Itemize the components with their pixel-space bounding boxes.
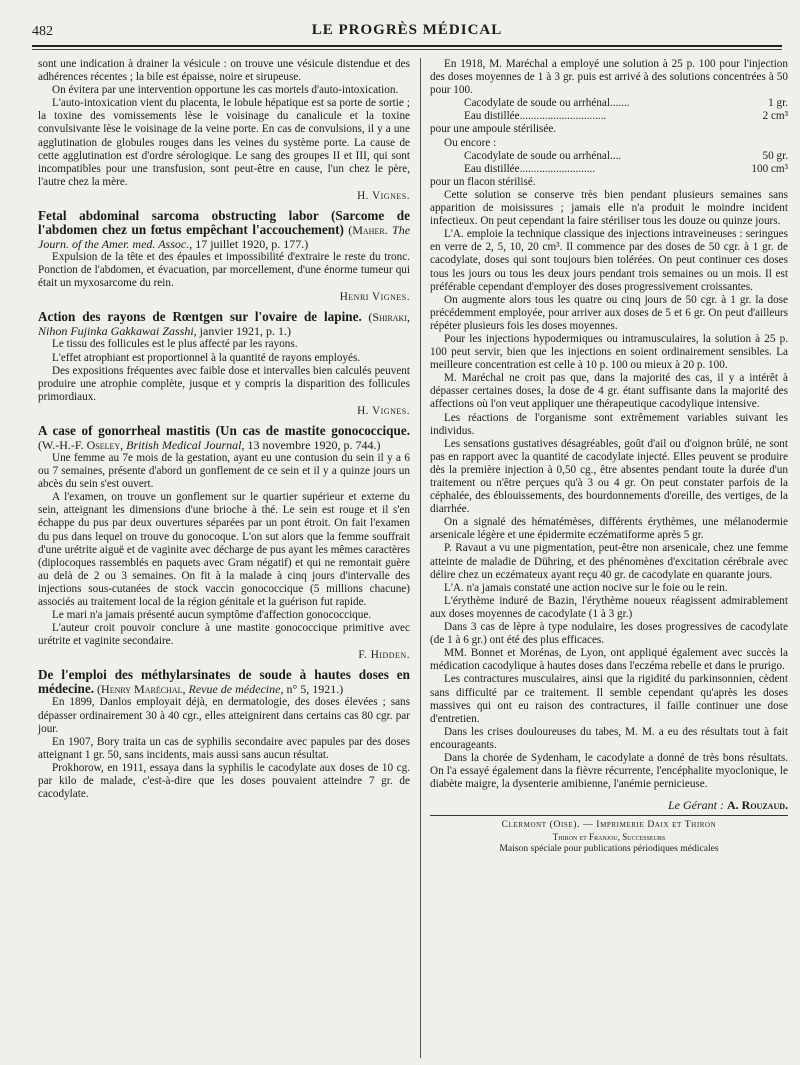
formula-label: Cacodylate de soude ou arrhénal.... [464, 149, 622, 162]
page-number: 482 [32, 24, 53, 39]
article-heading [38, 209, 410, 251]
signature: F. Hidden. [358, 649, 410, 662]
imprint-rule [430, 815, 788, 816]
formula-row [430, 163, 788, 176]
article-author: (W.-H.-F. Oseley, [38, 437, 124, 452]
paragraph: sont une indication à drainer la vésicule : on trouve une vésicule distendue et des adhérences récentes ; la bile est épaisse, noire et sirupeuse. [38, 58, 410, 84]
article-ref: , janvier 1921, p. 1.) [193, 324, 291, 339]
article-heading [38, 424, 410, 452]
signature: H. Vignes. [357, 404, 410, 417]
paragraph: Pour les injections hypodermiques ou intramusculaires, la solution à 25 p. 100 peut servir, bien que les injections en soient ordinairement sensibles. La meilleure concentration est celle à 10 p. 100 ou mieux à 20 p. 100. [430, 332, 788, 372]
page-header [32, 22, 782, 42]
article-source: Revue de médecine [188, 682, 281, 697]
paragraph: Dans 3 cas de lèpre à type nodulaire, les doses progressives de cacodylate (de 1 à 6 gr.) ont été des plus efficaces. [430, 621, 788, 647]
formula-label: Cacodylate de soude ou arrhénal....... [464, 97, 630, 110]
paragraph: M. Maréchal ne croit pas que, dans la majorité des cas, il y a intérêt à dépasser certaines doses, la dose de 4 gr. étant suffisante dans la majorité des affections où l'on veut appliquer une thérapeutique cacodylique intensive. [430, 372, 788, 411]
paragraph: L'auto-intoxication vient du placenta, le lobule hépatique est sa porte de sortie ; la toxine des vomissements lèse le voisinage du canalicule et la toxine convulsivante lèse le voisinage de la veine porte. En cas de convulsions, il y a une agglutination de globules rouges dans les veines du système porte. La cause de cette agglutination est d'ordre sérologique. Le sang des groupes II et III, qui sont incompatibles pour une transfusion, sont peut-être en cause, l'un chez le père, l'autre chez la mère. [38, 97, 410, 188]
imprint-line: Maison spéciale pour publications périodiques médicales [499, 843, 719, 855]
article-author: (Shiraki, [368, 310, 410, 325]
formula-value: 2 cm³ [762, 110, 788, 123]
signature: Henri Vignes. [339, 291, 410, 304]
paragraph: pour un flacon stérilisé. [430, 175, 536, 188]
article-source: Nihon Fujinka Gakkawai Zasshi [38, 324, 194, 339]
article-author: (Henry Maréchal, [97, 682, 186, 697]
article-title: Fetal abdominal sarcoma obstructing labor (Sarcome de l'abdomen chez un fœtus empêchant l'accouchement) [38, 208, 410, 238]
printer-imprint [430, 819, 788, 855]
imprint-line: Clermont (Oise). — Imprimerie Daix et Thiron [501, 819, 717, 831]
signature: H. Vignes. [357, 189, 410, 202]
paragraph: Le tissu des follicules est le plus affecté par les rayons. [52, 338, 298, 351]
paragraph: Dans les crises douloureuses du tabes, M. M. a eu des résultats tout à fait encourageants. [430, 725, 788, 751]
paragraph: A l'examen, on trouve un gonflement sur le quartier supérieur et externe du sein, atteignant les dimensions d'une brioche à thé. Le sein est rouge et il s'en échappe du pus par deux ouvertures séparées par un pont étroit. On fait l'examen du pus dans lequel on trouve du gonocoque. L'on sut alors que la femme souffrait d'une urétrite aiguë et de vaginite avec décharge de pus ayant les mêmes caractères (diplocoques rassemblés en paquets avec Gram négatif) et qui ne remontait guère au delà de 2 ou 3 semaines. On fit à la malade à cinq jours d'intervalle des injections sous-cutanées de stock vaccin gonococcique (5 millions chacune) associés au traitement local de la région génitale et la guérison fut rapide. [38, 491, 410, 608]
right-column [430, 58, 788, 855]
gerant-label: Le Gérant : [668, 798, 724, 813]
paragraph: On augmente alors tous les quatre ou cinq jours de 50 cgr. à 1 gr. la dose précédemment employée, pour arriver aux doses de 5 et 6 gr. On peut d'ailleurs répéter plusieurs fois les doses moyennes. [430, 293, 788, 332]
column-divider [420, 58, 421, 1058]
article-title: A case of gonorrheal mastitis (Un cas de mastite gonococcique. [38, 422, 410, 438]
paragraph: L'A. emploie la technique classique des injections intraveineuses : seringues en verre de 2, 5, 10, 20 cm³. Il commence par des doses de 50 cgr. à 1 gr. de cacodylate, doses qui sont toujours bien tolérées. On peut continuer ces doses tous les jours ou tous les deux jours pendant trois semaines ou un mois. Il est préférable cependant d'employer des doses progressivement croissantes. [430, 228, 788, 293]
formula-label: Eau distillée............................... [464, 110, 607, 123]
formula-row [430, 150, 788, 163]
paragraph: L'effet atrophiant est proportionnel à la quantité de rayons employés. [52, 351, 361, 364]
paragraph: Les contractures musculaires, ainsi que la rigidité du parkinsonnien, cèdent sans difficulté par ce traitement. Il semble cependant qu'après les doses massives qui ont eu raison des contractures, il faille continuer une dose d'entretien. [430, 673, 788, 725]
formula-row [430, 110, 788, 123]
article-title: Action des rayons de Rœntgen sur l'ovaire de lapine. [38, 309, 362, 325]
article-title: De l'emploi des méthylarsinates de soude à hautes doses en médecine. [38, 667, 410, 697]
article-heading [38, 310, 410, 338]
paragraph: Une femme au 7e mois de la gestation, ayant eu une contusion du sein il y a 6 ou 7 semaines, présente d'abord un gonflement de ce sein et il y a quinze jours un abcès du sein s'est ouvert. [38, 451, 410, 491]
paragraph: L'auteur croit pouvoir conclure à une mastite gonococcique primitive avec urétrite et vaginite secondaire. [38, 622, 410, 648]
article-ref: , 17 juillet 1920, p. 177.) [189, 237, 309, 252]
gerant-name: A. Rouzaud. [727, 798, 788, 813]
paragraph: L'érythème induré de Bazin, l'érythème noueux réagissent admirablement aux doses moyennes de cacodylate (1 à 3 gr.) [430, 594, 788, 620]
imprint-line: Thiron et Franjou, Successeurs [552, 832, 666, 843]
paragraph: pour une ampoule stérilisée. [430, 123, 557, 136]
paragraph: Dans la chorée de Sydenham, le cacodylate a donné de très bons résultats. On l'a essayé également dans la fièvre récurrente, l'encéphalite myoclonique, le diabète maigre, la dysenterie amibienne, l'anémie pernicieuse. [430, 751, 788, 791]
paragraph: MM. Bonnet et Morénas, de Lyon, ont appliqué également avec succès la médication cacodylique à hautes doses dans l'eczéma rebelle et dans le prurigo. [430, 647, 788, 673]
article-source: British Medical Journal [126, 437, 242, 452]
running-title: LE PROGRÈS MÉDICAL [311, 22, 503, 38]
paragraph: L'A. n'a jamais constaté une action nocive sur le foie ou le rein. [444, 581, 728, 594]
paragraph: On a signalé des hématémèses, différents érythèmes, une mélanodermie arsenicale légère et une épidermite eczématiforme après 5 gr. [430, 516, 788, 542]
article-ref: , 13 novembre 1920, p. 744.) [241, 437, 381, 452]
paragraph: En 1899, Danlos employait déjà, en dermatologie, des doses élevées ; sans dépasser ordinairement 30 à 40 cgr., elles atteignirent dans certains cas 80 cgr. par jour. [38, 696, 410, 735]
paragraph: Expulsion de la tête et des épaules et impossibilité d'extraire le reste du tronc. Ponction de l'abdomen, et évacuation, par morcellement, d'une énorme tumeur qui était un myxosarcome du rein. [38, 251, 410, 290]
formula-row [430, 97, 788, 110]
paragraph: P. Ravaut a vu une pigmentation, peut-être non arsenicale, chez une femme atteinte de maladie de Dühring, et des phénomènes d'excitation cérébrale avec délire chez un eczémateux ayant reçu 40 gr. de cacodylate en quarante jours. [430, 542, 788, 581]
formula-label: Eau distillée........................... [464, 162, 596, 175]
paragraph: Cette solution se conserve très bien pendant plusieurs semaines sans apparition de moisissures ; jamais elle n'a produit le moindre incident infectieux. On peut cependant la faire stériliser tous les douze ou quinze jours. [430, 188, 788, 228]
article-ref: , n° 5, 1921.) [280, 682, 344, 697]
paragraph: On évitera par une intervention opportune les cas mortels d'auto-intoxication. [52, 84, 399, 97]
article-author: (Maher. [348, 223, 388, 238]
paragraph: En 1918, M. Maréchal a employé une solution à 25 p. 100 pour l'injection des doses moyennes de 1 à 3 gr. puis est arrivé à des solutions concentrées à 50 pour 100. [430, 58, 788, 97]
header-rule-thin [32, 49, 782, 50]
paragraph: Ou encore : [444, 136, 497, 149]
paragraph: Le mari n'a jamais présenté aucun symptôme d'affection gonococcique. [52, 609, 372, 622]
paragraph: Des expositions fréquentes avec faible dose et intervalles bien calculés peuvent produire une atrophie complète, jusque et y compris la disparition des follicules primordiaux. [38, 364, 410, 403]
formula-value: 1 gr. [768, 97, 788, 110]
formula-value: 50 gr. [762, 149, 788, 162]
article-heading [38, 668, 410, 696]
left-column [38, 58, 410, 801]
publisher-signature [430, 799, 788, 812]
paragraph: Prokhorow, en 1911, essaya dans la syphilis le cacodylate aux doses de 10 cg. par kilo de malade, c'est-à-dire que les doses pouvaient atteindre 7 gr. de cacodylate. [38, 761, 410, 801]
paragraph: Les sensations gustatives désagréables, goût d'ail ou d'oignon brûlé, ne sont pas en rapport avec la quantité de cacodylate injecté. Elles peuvent se produire dès la première injection à 0,50 cg., être absentes pendant toute la durée d'un traitement ou n'être perçues qu'à 3 ou 4 gr. On peut constater parfois de la céphalée, des éblouissements, des bourdonnements d'oreille, des vertiges, de la diarrhée. [430, 437, 788, 516]
paragraph: Les réactions de l'organisme sont extrêmement variables suivant les individus. [430, 411, 788, 437]
formula-value: 100 cm³ [751, 162, 788, 175]
article-source: The Journ. of the Amer. med. Assoc. [38, 223, 411, 252]
paragraph: En 1907, Bory traita un cas de syphilis secondaire avec papules par des doses atteignant 1 gr. 50, sans incidents, mais aussi sans aucun résultat. [38, 735, 410, 761]
header-rule [32, 45, 782, 47]
